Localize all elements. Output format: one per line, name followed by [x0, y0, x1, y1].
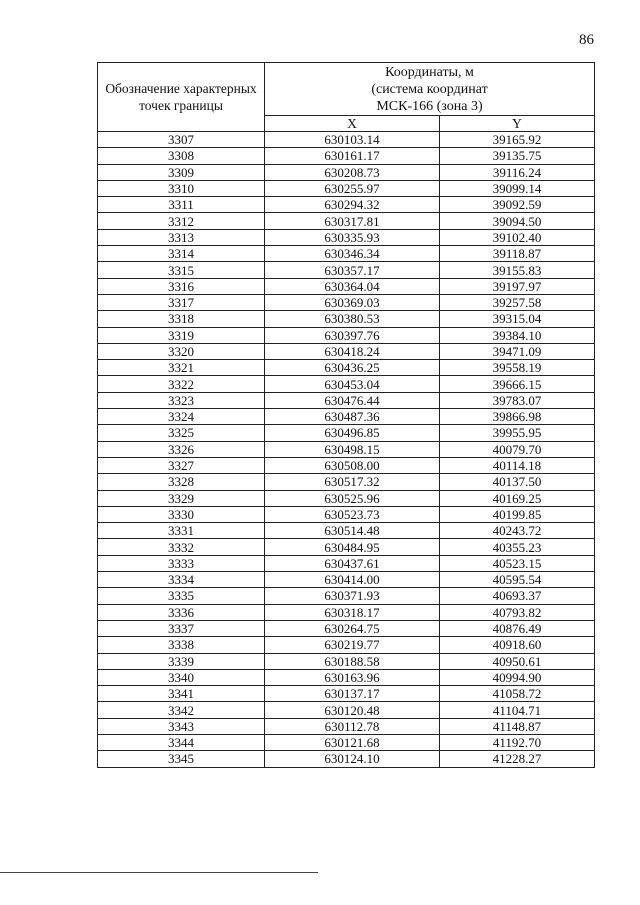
- point-id-cell: 3342: [98, 702, 265, 718]
- point-id-cell: 3331: [98, 523, 265, 539]
- table-row: [98, 441, 595, 457]
- table-row: [98, 164, 595, 180]
- x-cell: 630364.04: [265, 278, 440, 294]
- table-row: [98, 360, 595, 376]
- x-cell: 630487.36: [265, 409, 440, 425]
- header-y: Y: [440, 116, 595, 132]
- point-id-cell: 3320: [98, 343, 265, 359]
- table-row: [98, 262, 595, 278]
- y-cell: 40114.18: [440, 457, 595, 473]
- table-row: [98, 294, 595, 310]
- point-id-cell: 3316: [98, 278, 265, 294]
- x-cell: 630418.24: [265, 343, 440, 359]
- x-cell: 630357.17: [265, 262, 440, 278]
- y-cell: 40876.49: [440, 620, 595, 636]
- point-id-cell: 3317: [98, 294, 265, 310]
- table-row: [98, 392, 595, 408]
- y-cell: 39257.58: [440, 294, 595, 310]
- x-cell: 630514.48: [265, 523, 440, 539]
- y-cell: 39116.24: [440, 164, 595, 180]
- x-cell: 630371.93: [265, 588, 440, 604]
- x-cell: 630517.32: [265, 474, 440, 490]
- table-row: [98, 490, 595, 506]
- x-cell: 630137.17: [265, 686, 440, 702]
- y-cell: 40793.82: [440, 604, 595, 620]
- footer-divider: [0, 872, 318, 873]
- x-cell: 630103.14: [265, 132, 440, 148]
- table-row: [98, 327, 595, 343]
- y-cell: 40950.61: [440, 653, 595, 669]
- y-cell: 40918.60: [440, 637, 595, 653]
- point-id-cell: 3311: [98, 197, 265, 213]
- x-cell: 630369.03: [265, 294, 440, 310]
- table-row: [98, 229, 595, 245]
- header-coordinates-line1: Координаты, м: [385, 64, 474, 80]
- point-id-cell: 3345: [98, 751, 265, 767]
- table-row: [98, 653, 595, 669]
- coordinates-table: [97, 62, 595, 768]
- table-row: [98, 197, 595, 213]
- y-cell: 41104.71: [440, 702, 595, 718]
- point-id-cell: 3323: [98, 392, 265, 408]
- point-id-cell: 3338: [98, 637, 265, 653]
- y-cell: 39102.40: [440, 229, 595, 245]
- x-cell: 630255.97: [265, 180, 440, 196]
- point-id-cell: 3335: [98, 588, 265, 604]
- y-cell: 41148.87: [440, 718, 595, 734]
- table-row: [98, 474, 595, 490]
- point-id-cell: 3333: [98, 555, 265, 571]
- x-cell: 630525.96: [265, 490, 440, 506]
- x-cell: 630294.32: [265, 197, 440, 213]
- table-row: [98, 669, 595, 685]
- point-id-cell: 3330: [98, 506, 265, 522]
- x-cell: 630496.85: [265, 425, 440, 441]
- x-cell: 630264.75: [265, 620, 440, 636]
- x-cell: 630484.95: [265, 539, 440, 555]
- point-id-cell: 3329: [98, 490, 265, 506]
- table-row: [98, 132, 595, 148]
- x-cell: 630414.00: [265, 572, 440, 588]
- x-cell: 630161.17: [265, 148, 440, 164]
- table-row: [98, 751, 595, 767]
- x-cell: 630436.25: [265, 360, 440, 376]
- y-cell: 40079.70: [440, 441, 595, 457]
- x-cell: 630335.93: [265, 229, 440, 245]
- header-coordinates-line2: (система координат: [371, 81, 488, 97]
- table-header-row: [98, 63, 595, 116]
- table-row: [98, 213, 595, 229]
- y-cell: 40199.85: [440, 506, 595, 522]
- table-row: [98, 311, 595, 327]
- point-id-cell: 3322: [98, 376, 265, 392]
- table-row: [98, 180, 595, 196]
- point-id-cell: 3326: [98, 441, 265, 457]
- y-cell: 41192.70: [440, 734, 595, 750]
- x-cell: 630163.96: [265, 669, 440, 685]
- table-row: [98, 555, 595, 571]
- table-row: [98, 604, 595, 620]
- point-id-cell: 3336: [98, 604, 265, 620]
- table-row: [98, 539, 595, 555]
- table-row: [98, 457, 595, 473]
- x-cell: 630476.44: [265, 392, 440, 408]
- point-id-cell: 3315: [98, 262, 265, 278]
- y-cell: 40355.23: [440, 539, 595, 555]
- y-cell: 40243.72: [440, 523, 595, 539]
- table-row: [98, 702, 595, 718]
- x-cell: 630219.77: [265, 637, 440, 653]
- x-cell: 630346.34: [265, 246, 440, 262]
- point-id-cell: 3310: [98, 180, 265, 196]
- x-cell: 630188.58: [265, 653, 440, 669]
- y-cell: 39558.19: [440, 360, 595, 376]
- table-row: [98, 425, 595, 441]
- y-cell: 40523.15: [440, 555, 595, 571]
- point-id-cell: 3307: [98, 132, 265, 148]
- table-row: [98, 246, 595, 262]
- y-cell: 39666.15: [440, 376, 595, 392]
- table-row: [98, 686, 595, 702]
- x-cell: 630498.15: [265, 441, 440, 457]
- table-body: [98, 132, 595, 768]
- point-id-cell: 3312: [98, 213, 265, 229]
- x-cell: 630397.76: [265, 327, 440, 343]
- x-cell: 630112.78: [265, 718, 440, 734]
- table-row: [98, 637, 595, 653]
- x-cell: 630208.73: [265, 164, 440, 180]
- table-row: [98, 506, 595, 522]
- point-id-cell: 3343: [98, 718, 265, 734]
- table-row: [98, 376, 595, 392]
- y-cell: 39783.07: [440, 392, 595, 408]
- y-cell: 41228.27: [440, 751, 595, 767]
- y-cell: 39155.83: [440, 262, 595, 278]
- y-cell: 39118.87: [440, 246, 595, 262]
- x-cell: 630508.00: [265, 457, 440, 473]
- point-id-cell: 3324: [98, 409, 265, 425]
- point-id-cell: 3309: [98, 164, 265, 180]
- point-id-cell: 3328: [98, 474, 265, 490]
- point-id-cell: 3334: [98, 572, 265, 588]
- header-point-name: Обозначение характерных точек границы: [98, 63, 265, 132]
- table-row: [98, 588, 595, 604]
- point-id-cell: 3325: [98, 425, 265, 441]
- point-id-cell: 3344: [98, 734, 265, 750]
- y-cell: 39866.98: [440, 409, 595, 425]
- table-row: [98, 343, 595, 359]
- y-cell: 39384.10: [440, 327, 595, 343]
- point-id-cell: 3340: [98, 669, 265, 685]
- y-cell: 41058.72: [440, 686, 595, 702]
- table-row: [98, 572, 595, 588]
- point-id-cell: 3313: [98, 229, 265, 245]
- header-coordinates: [265, 63, 595, 116]
- table-row: [98, 523, 595, 539]
- x-cell: 630124.10: [265, 751, 440, 767]
- y-cell: 40169.25: [440, 490, 595, 506]
- y-cell: 39135.75: [440, 148, 595, 164]
- y-cell: 39094.50: [440, 213, 595, 229]
- point-id-cell: 3318: [98, 311, 265, 327]
- table-row: [98, 620, 595, 636]
- header-coordinates-line3: МСК-166 (зона 3): [376, 98, 483, 114]
- x-cell: 630317.81: [265, 213, 440, 229]
- y-cell: 39955.95: [440, 425, 595, 441]
- x-cell: 630380.53: [265, 311, 440, 327]
- x-cell: 630121.68: [265, 734, 440, 750]
- y-cell: 39099.14: [440, 180, 595, 196]
- header-x: X: [265, 116, 440, 132]
- x-cell: 630453.04: [265, 376, 440, 392]
- table-row: [98, 148, 595, 164]
- y-cell: 39092.59: [440, 197, 595, 213]
- table-row: [98, 734, 595, 750]
- x-cell: 630523.73: [265, 506, 440, 522]
- y-cell: 39165.92: [440, 132, 595, 148]
- table-row: [98, 718, 595, 734]
- point-id-cell: 3337: [98, 620, 265, 636]
- y-cell: 40137.50: [440, 474, 595, 490]
- x-cell: 630120.48: [265, 702, 440, 718]
- y-cell: 39471.09: [440, 343, 595, 359]
- point-id-cell: 3314: [98, 246, 265, 262]
- point-id-cell: 3321: [98, 360, 265, 376]
- point-id-cell: 3308: [98, 148, 265, 164]
- point-id-cell: 3327: [98, 457, 265, 473]
- point-id-cell: 3332: [98, 539, 265, 555]
- point-id-cell: 3341: [98, 686, 265, 702]
- y-cell: 39197.97: [440, 278, 595, 294]
- y-cell: 40595.54: [440, 572, 595, 588]
- y-cell: 40693.37: [440, 588, 595, 604]
- point-id-cell: 3319: [98, 327, 265, 343]
- y-cell: 39315.04: [440, 311, 595, 327]
- page-number: 86: [579, 32, 594, 48]
- table-row: [98, 278, 595, 294]
- x-cell: 630437.61: [265, 555, 440, 571]
- x-cell: 630318.17: [265, 604, 440, 620]
- point-id-cell: 3339: [98, 653, 265, 669]
- table-row: [98, 409, 595, 425]
- y-cell: 40994.90: [440, 669, 595, 685]
